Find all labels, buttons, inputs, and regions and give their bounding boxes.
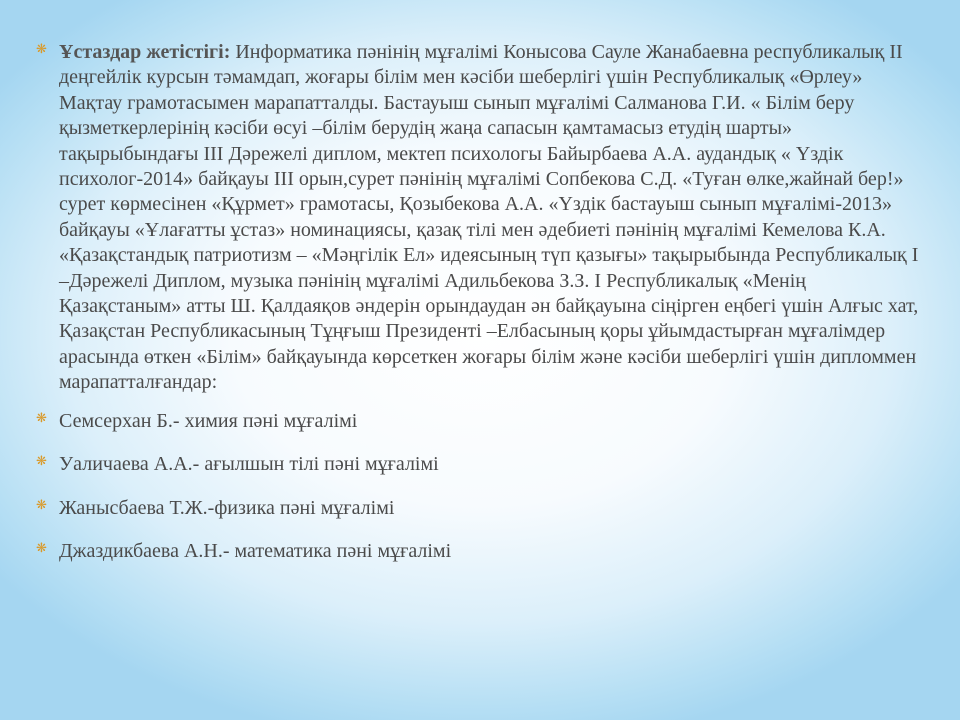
list-item-text: Жанысбаева Т.Ж.-физика пәні мұғалімі	[59, 496, 395, 519]
bullet-icon: ❋	[36, 42, 47, 57]
list-item-text: Уаличаева А.А.- ағылшын тілі пәні мұғалімі	[59, 453, 439, 476]
list-item-text: Семсерхан Б.- химия пәні мұғалімі	[59, 409, 358, 432]
list-item	[36, 409, 922, 434]
list-item-text: Джаздикбаева А.Н.- математика пәні мұғалімі	[59, 539, 452, 562]
achievements-heading: Ұстаздар жетістігі:	[59, 41, 231, 63]
list-item	[36, 496, 922, 521]
bullet-icon: ❋	[36, 497, 47, 513]
achievements-paragraph	[36, 40, 922, 396]
bullet-icon: ❋	[36, 540, 47, 556]
achievements-text: Информатика пәнінің мұғалімі Конысова Сауле Жанабаевна республикалық II деңгейлік курсын тәмамдап, жоғары білім мен кәсіби шеберлігі үшін Республикалық «Өрлеу» Мақтау грамотасымен марапатталды. Бастауыш сынып мұғалімі Салманова Г.И. « Білім беру қызметкерлерінің кәсіби өсуі –білім берудің жаңа сапасын қамтамасыз етудің шарты» тақырыбындағы III Дәрежелі диплом, мектеп психологы Байырбаева А.А. аудандық « Үздік психолог-2014» байқауы III орын,сурет пәнінің мұғалімі Сопбекова С.Д. «Туған өлке,жайнай бер!» сурет көрмесінен «Құрмет» грамотасы, Қозыбекова А.А. «Үздік бастауыш сынып мұғалімі-2013» байқауы «Ұлағатты ұстаз» номинациясы, қазақ тілі мен әдебиеті пәнінің мұғалімі Кемелова К.А. «Қазақстандық патриотизм – «Мәңгілік Ел» идеясының түп қазығы» тақырыбында Республикалық I –Дәрежелі Диплом, музыка пәнінің мұғалімі Адильбекова З.З. I Республикалық «Менің Қазақстаным» атты Ш. Қалдаяқов әндерін орындаудан ән байқауына сіңірген еңбегі үшін Алғыс хат, Қазақстан Республикасының Тұңғыш Президенті –Елбасының қоры ұйымдастырған мұғалімдер арасында өткен «Білім» байқауында көрсеткен жоғары білім және кәсіби шеберлігі үшін дипломмен марапатталғандар:	[59, 41, 919, 394]
list-item	[36, 452, 922, 477]
bullet-icon: ❋	[36, 410, 47, 426]
bullet-icon: ❋	[36, 454, 47, 470]
list-item	[36, 539, 922, 564]
slide-content	[36, 40, 922, 564]
